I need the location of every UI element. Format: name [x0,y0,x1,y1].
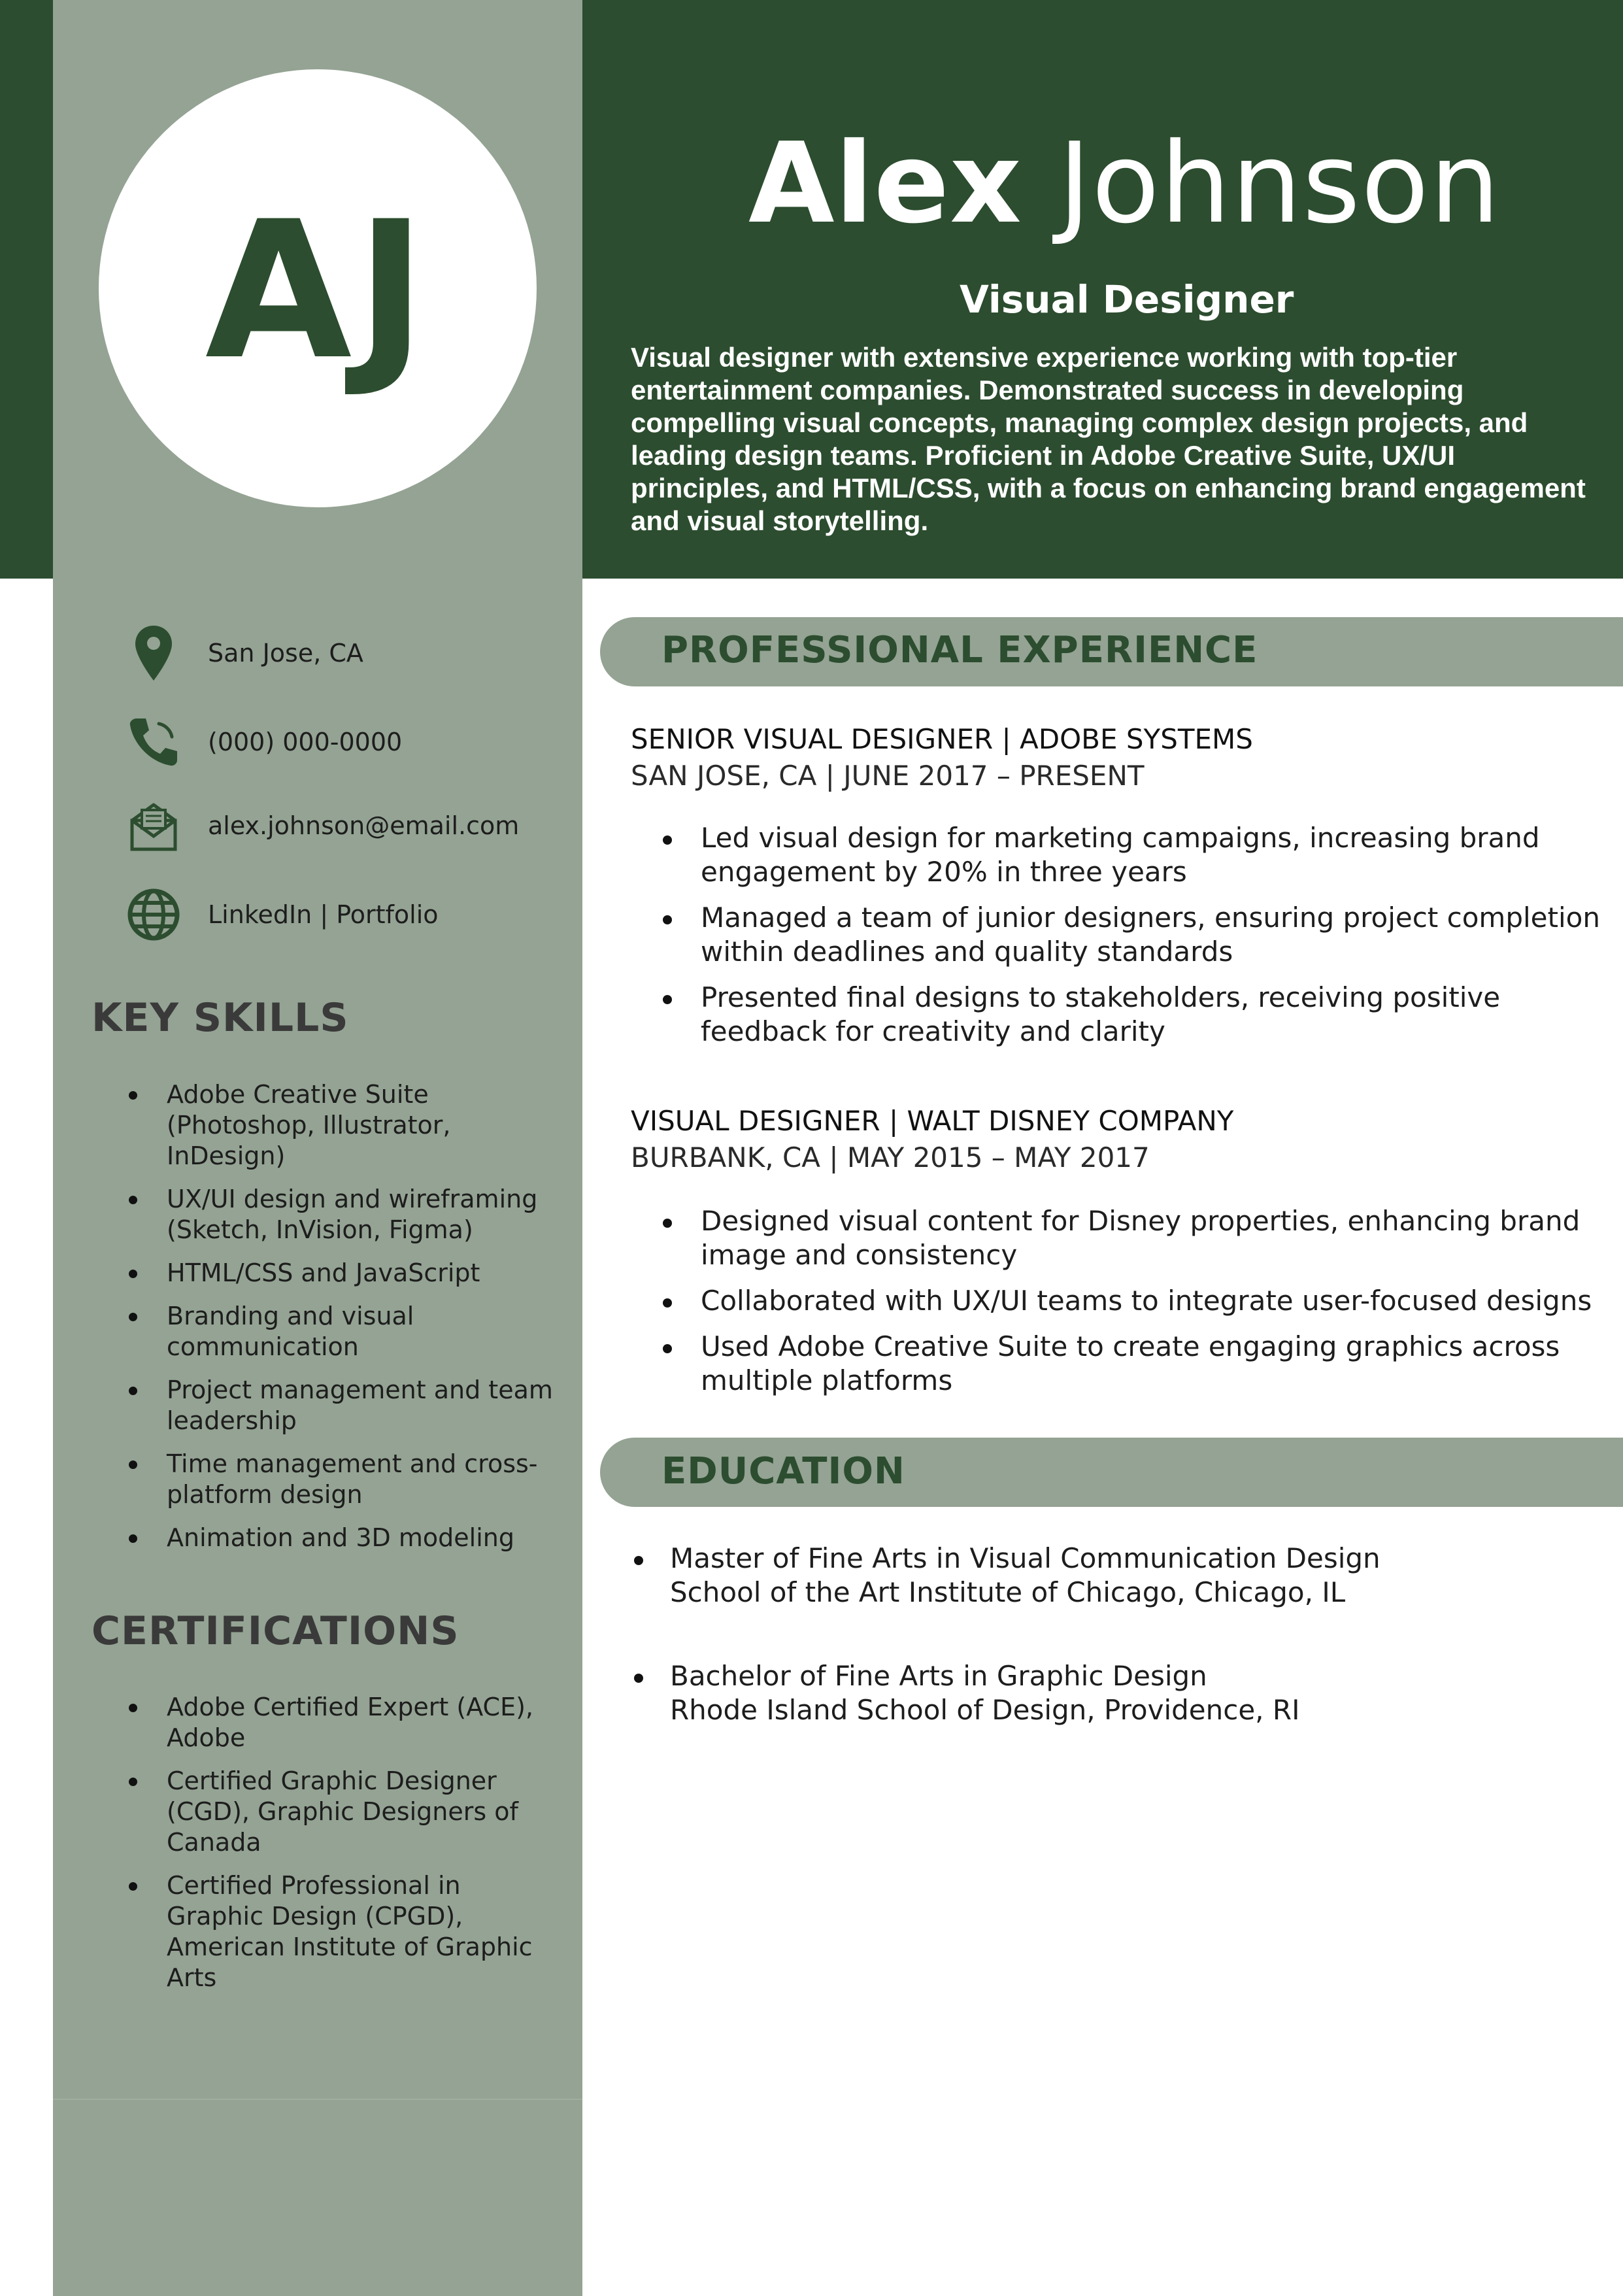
monogram-initials: AJ [205,181,431,401]
links-text: LinkedIn | Portfolio [208,900,439,929]
certifications-heading: CERTIFICATIONS [92,1608,460,1654]
sidebar-divider [53,2099,582,2100]
contact-links [124,885,439,944]
job-title: Visual Designer [960,277,1294,322]
key-skills-list [101,1079,559,1566]
job-bullets [631,821,1605,1060]
education-heading: EDUCATION [661,1450,905,1493]
candidate-name [748,119,1501,248]
contact-phone [124,713,402,771]
job-bullets [631,1204,1605,1410]
envelope-icon [124,796,183,855]
job-bullet: Presented final designs to stakeholders, receiving positive feedback for creativity and clarity [631,981,1605,1049]
skill-item: Branding and visual communication [101,1301,559,1362]
monogram-badge [99,69,537,507]
email-text: alex.johnson@email.com [208,811,520,840]
job-role: SENIOR VISUAL DESIGNER | ADOBE SYSTEMS [631,723,1253,755]
first-name: Alex [748,119,1022,248]
job-bullet: Designed visual content for Disney properties, enhancing brand image and consistency [631,1204,1605,1272]
globe-icon [124,885,183,944]
certifications-list [101,1692,559,2006]
certification-item: Certified Professional in Graphic Design (CPGD), American Institute of Graphic Arts [101,1870,559,1993]
contact-location [124,624,363,683]
location-pin-icon [124,624,183,683]
job-meta: BURBANK, CA | MAY 2015 – MAY 2017 [631,1141,1150,1173]
education-item [631,1659,1598,1727]
job-bullet: Collaborated with UX/UI teams to integrate user-focused designs [631,1284,1605,1318]
certification-item: Certified Graphic Designer (CGD), Graphic Designers of Canada [101,1766,559,1858]
phone-icon [124,713,183,771]
skill-item: Project management and team leadership [101,1375,559,1436]
skill-item: Adobe Creative Suite (Photoshop, Illustrator, InDesign) [101,1079,559,1172]
key-skills-heading: KEY SKILLS [92,995,349,1041]
skill-item: UX/UI design and wireframing (Sketch, InVision, Figma) [101,1184,559,1245]
job-bullet: Used Adobe Creative Suite to create engaging graphics across multiple platforms [631,1330,1605,1398]
phone-text: (000) 000-0000 [208,728,403,756]
location-text: San Jose, CA [208,639,363,667]
last-name: Johnson [1058,119,1501,248]
degree: Bachelor of Fine Arts in Graphic Design [670,1660,1207,1692]
profile-summary: Visual designer with extensive experience working with top-tier entertainment companies. Demonstrated success in developing compelling visual concepts, managing complex design projects, and leading design teams. Proficient in Adobe Creative Suite, UX/UI principles, and HTML/CSS, with a focus on enhancing brand engagement and visual storytelling. [631,342,1586,536]
education-item [631,1542,1598,1610]
job-meta: SAN JOSE, CA | JUNE 2017 – PRESENT [631,760,1145,792]
degree: Master of Fine Arts in Visual Communication Design [670,1542,1380,1574]
skill-item: Time management and cross-platform design [101,1449,559,1510]
school: Rhode Island School of Design, Providence, RI [670,1694,1300,1726]
experience-heading: PROFESSIONAL EXPERIENCE [661,629,1258,671]
contact-email [124,796,519,855]
skill-item: Animation and 3D modeling [101,1523,559,1553]
school: School of the Art Institute of Chicago, Chicago, IL [670,1576,1346,1608]
job-role: VISUAL DESIGNER | WALT DISNEY COMPANY [631,1105,1234,1137]
job-bullet: Led visual design for marketing campaigns, increasing brand engagement by 20% in three years [631,821,1605,889]
job-bullet: Managed a team of junior designers, ensuring project completion within deadlines and quality standards [631,901,1605,969]
certification-item: Adobe Certified Expert (ACE), Adobe [101,1692,559,1753]
skill-item: HTML/CSS and JavaScript [101,1258,559,1289]
